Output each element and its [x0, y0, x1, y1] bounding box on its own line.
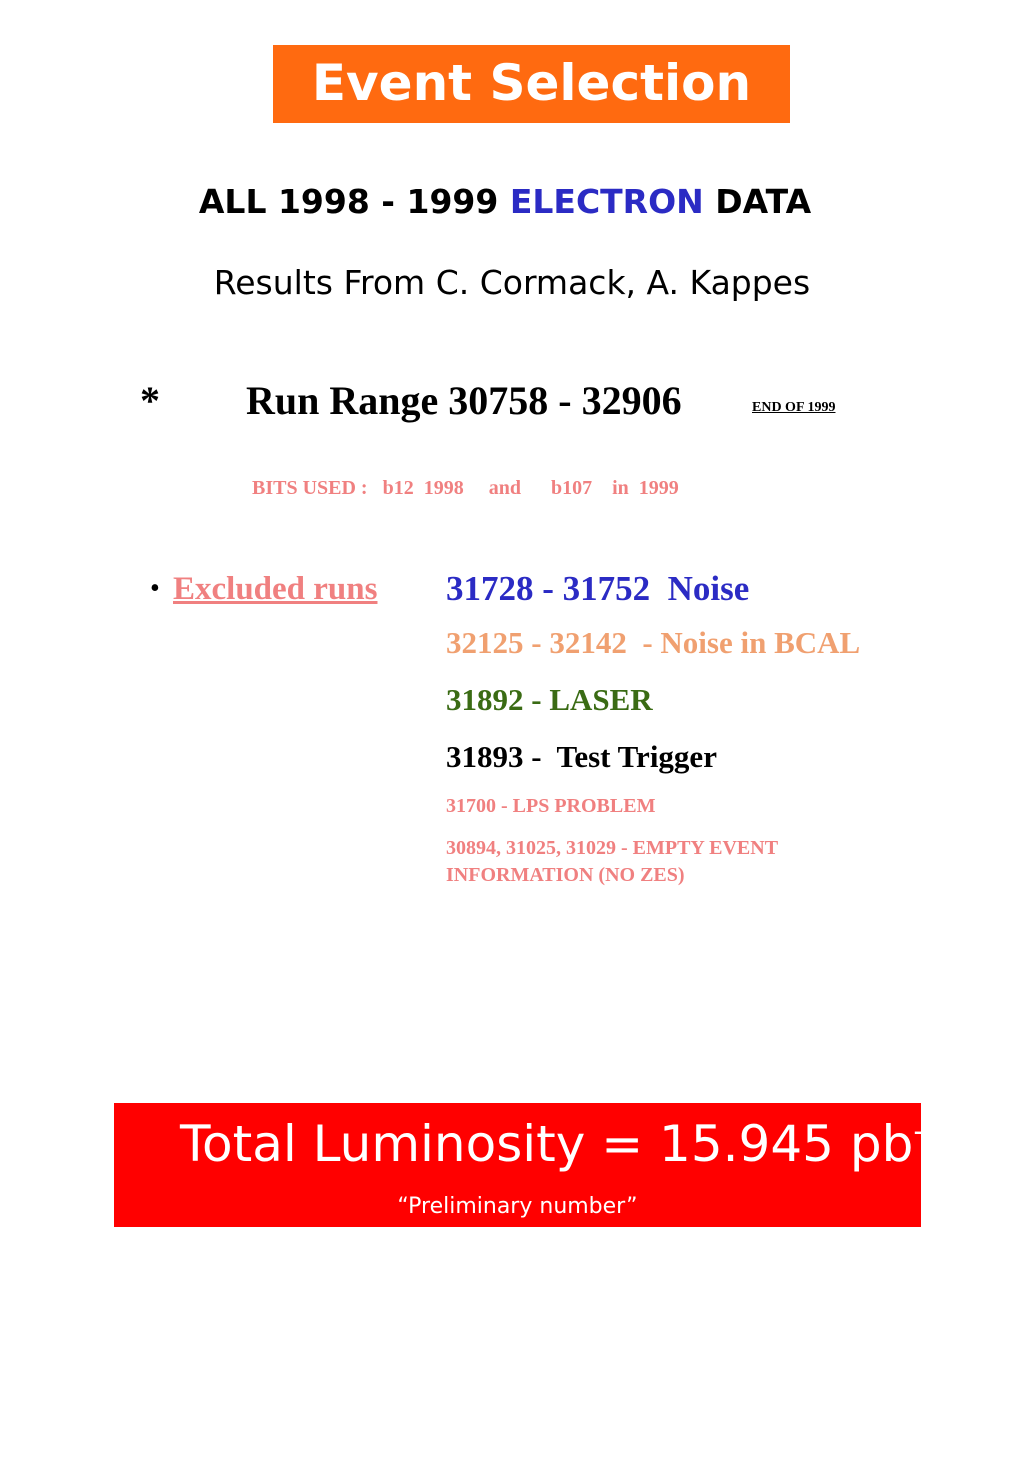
- excluded-run-item: 31892 - LASER: [446, 682, 653, 717]
- excluded-run-item: 32125 - 32142 - Noise in BCAL: [446, 625, 861, 660]
- subtitle-part1: ALL 1998 - 1999: [198, 182, 510, 221]
- luminosity-value: [180, 1113, 943, 1175]
- excluded-runs-label: Excluded runs: [173, 571, 378, 607]
- excluded-run-item: 31728 - 31752 Noise: [446, 569, 750, 608]
- excluded-run-item: 31700 - LPS PROBLEM: [446, 795, 656, 817]
- bits-used-line: BITS USED : b12 1998 and b107 in 1999: [252, 477, 679, 499]
- excluded-run-item: 30894, 31025, 31029 - EMPTY EVENT INFORMATION (NO ZES): [446, 837, 779, 886]
- run-range-marker: *: [140, 378, 160, 423]
- subtitle-accent: ELECTRON: [509, 182, 704, 221]
- page-title: Event Selection: [311, 54, 752, 112]
- luminosity-exponent: -1: [913, 1114, 944, 1149]
- excluded-run-item: 31893 - Test Trigger: [446, 739, 717, 774]
- run-range-text: Run Range 30758 - 32906: [246, 378, 682, 423]
- bullet-icon: •: [150, 573, 160, 604]
- data-subtitle: [0, 180, 1010, 224]
- luminosity-note: “Preliminary number”: [397, 1194, 638, 1219]
- subtitle-part2: DATA: [703, 182, 812, 221]
- luminosity-text: Total Luminosity = 15.945 pb: [180, 1115, 914, 1173]
- run-range-note: END OF 1999: [752, 400, 836, 415]
- credits-line: Results From C. Cormack, A. Kappes: [213, 263, 811, 302]
